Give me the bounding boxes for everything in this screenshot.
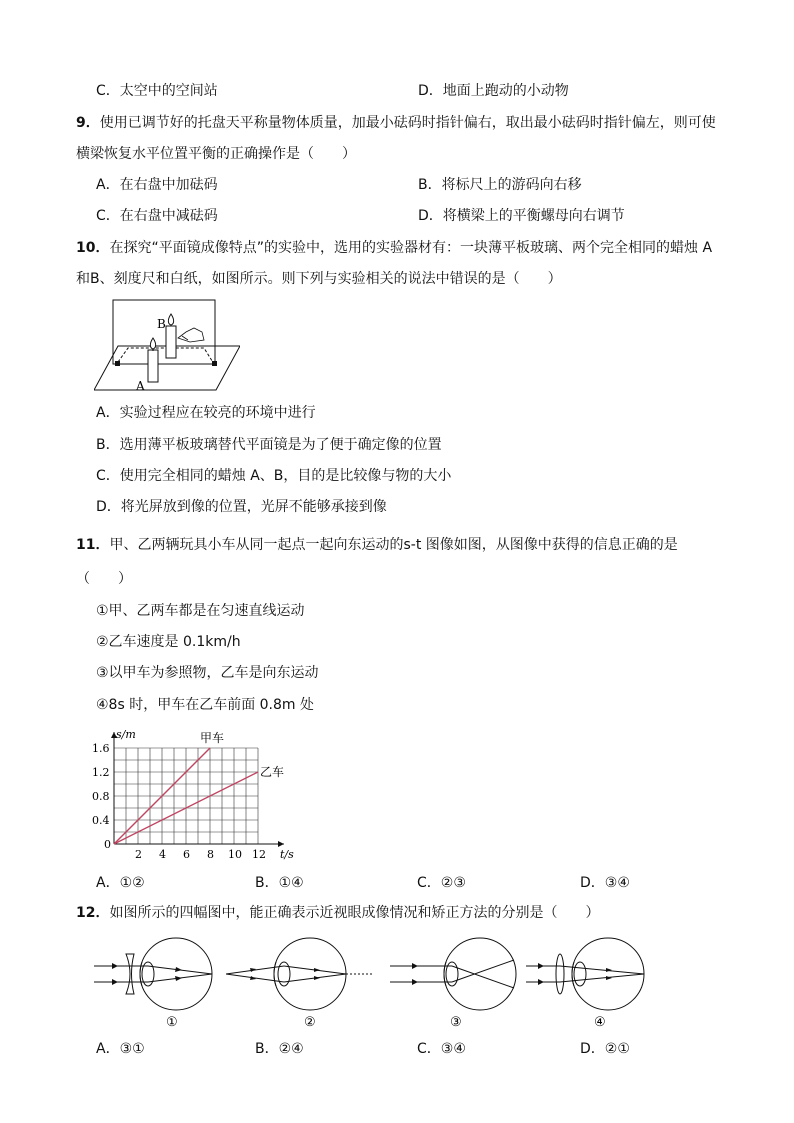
eye-lens — [574, 962, 586, 986]
concave-lens-icon — [126, 954, 134, 994]
series-label-1: 甲车 — [200, 731, 225, 745]
q12-option-c: C．③④ — [417, 1041, 466, 1057]
candle-b — [166, 326, 176, 358]
glass-plate — [113, 300, 215, 364]
eye-figure-4 — [526, 932, 646, 1032]
q10-option-a: A．实验过程应在较亮的环境中进行 — [96, 405, 316, 421]
q11-option-a: A．①② — [96, 875, 145, 891]
q11-statement-2: ②乙车速度是 0.1km/h — [96, 634, 241, 650]
candle-a — [148, 350, 158, 382]
y-tick-label: 0.4 — [92, 814, 110, 827]
q12-option-b: B．②④ — [255, 1041, 304, 1057]
q9-option-b: B．将标尺上的游码向右移 — [418, 177, 582, 193]
q9-stem-line1: 9．使用已调节好的托盘天平称量物体质量，加最小砝码时指针偏右，取出最小砝码时指针偏左，则可使 — [76, 115, 716, 131]
eye-figure-2 — [226, 932, 374, 1032]
series-label-2: 乙车 — [260, 765, 285, 779]
mirror-experiment-figure — [94, 298, 240, 394]
q9-option-c: C．在右盘中减砝码 — [96, 208, 218, 224]
q12-option-a: A．③① — [96, 1041, 145, 1057]
eye-label-4: ④ — [594, 1015, 606, 1030]
q10-option-d: D．将光屏放到像的位置，光屏不能够承接到像 — [96, 499, 387, 515]
x-tick-label: 8 — [207, 848, 214, 861]
hand-icon — [178, 328, 204, 342]
label-b: B — [157, 317, 166, 331]
q8-option-c: C．太空中的空间站 — [96, 83, 218, 99]
y-tick-label: 0.8 — [92, 790, 110, 803]
eye-figure-1 — [94, 932, 214, 1032]
candle-a-flame — [150, 338, 155, 349]
q9-option-d: D．将横梁上的平衡螺母向右调节 — [418, 208, 625, 224]
x-axis-label: t/s — [280, 848, 294, 861]
q10-option-b: B．选用薄平板玻璃替代平面镜是为了便于确定像的位置 — [96, 437, 442, 453]
q12-option-d: D．②① — [580, 1041, 630, 1057]
eye-label-3: ③ — [450, 1015, 462, 1030]
x-tick-label: 2 — [135, 848, 142, 861]
corner-mark-right — [212, 361, 217, 366]
y-axis-label: s/m — [116, 728, 136, 741]
x-tick-label-origin: 0 — [104, 838, 111, 851]
x-tick-label: 12 — [252, 848, 266, 861]
st-graph-chart — [90, 728, 296, 864]
q12-stem: 12．如图所示的四幅图中，能正确表示近视眼成像情况和矫正方法的分别是（ ） — [76, 905, 600, 921]
q8-option-d: D．地面上跑动的小动物 — [418, 83, 569, 99]
eyeball — [444, 938, 516, 1010]
q11-stem-line1: 11．甲、乙两辆玩具小车从同一起点一起向东运动的s-t 图像如图，从图像中获得的信息正确的是 — [76, 537, 678, 553]
eye-label-2: ② — [304, 1015, 316, 1030]
eye-figure-3 — [390, 932, 520, 1032]
candle-b-flame — [168, 314, 173, 325]
convex-lens-icon — [556, 954, 564, 994]
eye-lens — [278, 962, 290, 986]
x-tick-label: 10 — [228, 848, 242, 861]
eyeball — [274, 938, 346, 1010]
q11-statement-1: ①甲、乙两车都是在匀速直线运动 — [96, 603, 305, 619]
q11-option-c: C．②③ — [417, 875, 466, 891]
x-tick-label: 6 — [183, 848, 190, 861]
eyeball — [140, 938, 212, 1010]
label-a: A — [136, 379, 145, 393]
q9-option-a: A．在右盘中加砝码 — [96, 177, 218, 193]
q10-stem-line1: 10．在探究“平面镜成像特点”的实验中，选用的实验器材有：一块薄平板玻璃、两个完全相同的蜡烛 A — [76, 240, 713, 256]
q11-statement-3: ③以甲车为参照物，乙车是向东运动 — [96, 665, 319, 681]
q11-option-d: D．③④ — [580, 875, 630, 891]
q10-option-c: C．使用完全相同的蜡烛 A、B，目的是比较像与物的大小 — [96, 468, 452, 484]
q11-stem-line2: （ ） — [76, 571, 132, 587]
q10-stem-line2: 和B、刻度尺和白纸，如图所示。则下列与实验相关的说法中错误的是（ ） — [76, 271, 562, 287]
eyeball — [572, 938, 644, 1010]
eye-label-1: ① — [166, 1015, 178, 1030]
y-tick-label: 1.2 — [92, 766, 110, 779]
corner-mark-left — [115, 361, 120, 366]
y-tick-label: 1.6 — [92, 742, 110, 755]
q11-statement-4: ④8s 时，甲车在乙车前面 0.8m 处 — [96, 697, 315, 713]
q11-option-b: B．①④ — [255, 875, 304, 891]
x-axis-arrow — [278, 841, 284, 847]
x-tick-label: 4 — [159, 848, 166, 861]
q9-stem-line2: 横梁恢复水平位置平衡的正确操作是（ ） — [76, 146, 356, 162]
